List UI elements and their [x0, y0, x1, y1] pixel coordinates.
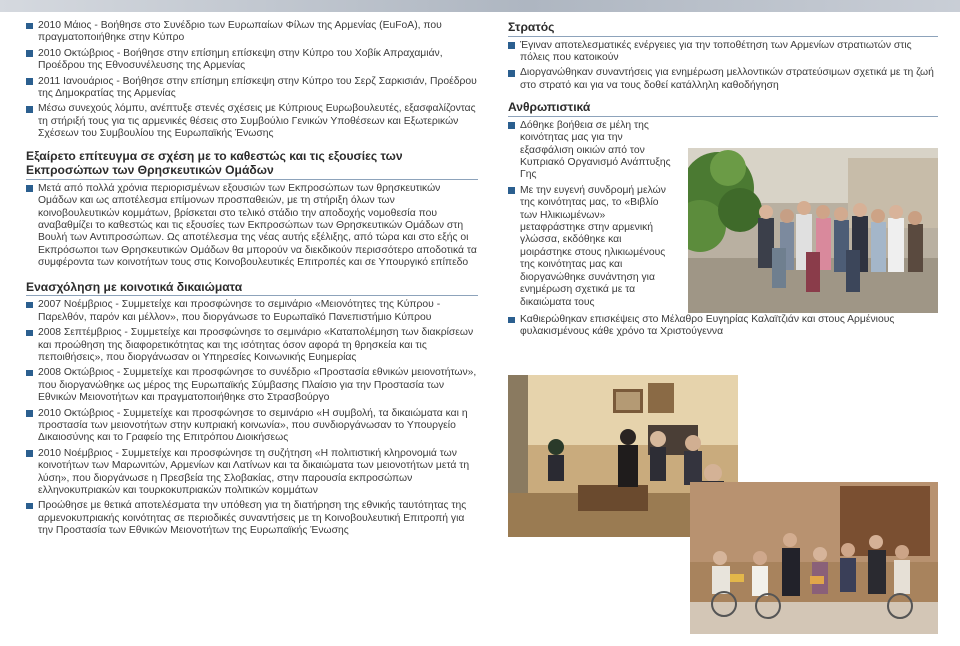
list-item: Μέσω συνεχούς λόμπυ, ανέπτυξε στενές σχέσεις με Κύπριους Ευρωβουλευτές, εξασφαλίζοντας τη στήριξή τους για τις αρμενικές θέσεις στο Συμβούλιο Γενικών Υποθέσεων και Εξωτερικών Σχέσεων του Συμβουλίου της Ευρωπαϊκής Ένωσης — [26, 103, 478, 140]
list-item: 2010 Οκτώβριος - Βοήθησε στην επίσημη επίσκεψη στην Κύπρο του Χοβίκ Απραχαμιάν, Προέδρου της Εθνοσυνέλευσης της Αρμενίας — [26, 48, 478, 73]
achievement-heading: Εξαίρετο επίτευγμα σε σχέση με το καθεστώς και τις εξουσίες των Εκπροσώπων των Θρησκευτικών Ομάδων — [26, 149, 478, 180]
rights-list — [26, 299, 478, 537]
list-item: Μετά από πολλά χρόνια περιορισμένων εξουσιών των Εκπροσώπων των θρησκευτικών Ομάδων και ως αποτέλεσμα επίμονων προσπαθειών, με τη στήριξη όλων των κοινοβουλευτικών κομμάτων, βρίσκεται στο τελικό στάδιο την αποδοχής νομοθεσία που αναβαθμίζει το καθεστώς και τις εξουσίες των Εκπροσώπων των Θρησκευτικών Ομάδων στη Βουλή των Αντιπροσώπων. Ως αποτέλεσμα της νέας αυτής εξέλιξης, από τώρα και στο εξής οι Εκπρόσωποι των Θρησκευτικών Ομάδων θα μπορούν να διεκδικούν περισσότερο αποδοτικά τα συμφέροντα των κοινοτήτων τους στις Κοινοβουλευτικές Επιτροπές και σε Υπουργικό επίπεδο — [26, 183, 478, 270]
left-column — [26, 20, 478, 538]
list-item: Δόθηκε βοήθεια σε μέλη της κοινότητας μας για την εξασφάλιση οικιών από τον Κυπριακό Οργανισμό Ανάπτυξης Γης — [508, 120, 673, 182]
intro-list — [26, 20, 478, 141]
list-item: Έγιναν αποτελεσματικές ενέργειες για την τοποθέτηση των Αρμενίων στρατιωτών στις πόλεις που κατοικούν — [508, 40, 938, 65]
humanitarian-heading: Ανθρωπιστικά — [508, 100, 938, 117]
list-item: Διοργανώθηκαν συναντήσεις για ενημέρωση μελλοντικών στρατεύσιμων σχετικά με τη ζωή στο στρατό και για να τους δοθεί κατάλληλη καθοδήγηση — [508, 67, 938, 92]
list-item: 2010 Νοέμβριος - Συμμετείχε και προσφώνησε τη συζήτηση «Η πολιτιστική κληρονομιά των κοινοτήτων των Μαρωνιτών, Αρμενίων και Λατίνων και τα δικαιώματα των μειονοτήτων μετά τη λύση», που διοργάνωσε η Πρεσβεία της Σλοβακίας, στην παρουσία εκπροσώπων ελληνοκυπριακών και τουρκοκυπριακών πολιτικών κομμάτων — [26, 448, 478, 498]
list-item: 2011 Ιανουάριος - Βοήθησε στην επίσημη επίσκεψη στην Κύπρο του Σερζ Σαρκισιάν, Προέδρου της Δημοκρατίας της Αρμενίας — [26, 76, 478, 101]
rights-heading: Ενασχόληση με κοινοτικά δικαιώματα — [26, 280, 478, 297]
army-heading: Στρατός — [508, 20, 938, 37]
list-item: 2010 Μάιος - Βοήθησε στο Συνέδριο των Ευρωπαίων Φίλων της Αρμενίας (EuFoA), που πραγματοποιήθηκε στην Κύπρο — [26, 20, 478, 45]
elderly-home-photo — [690, 482, 938, 634]
list-item: 2007 Νοέμβριος - Συμμετείχε και προσφώνησε το σεμινάριο «Μειονότητες της Κύπρου - Παρελθόν, παρόν και μέλλον», που διοργάνωσε το Ευρωπαϊκό Πανεπιστήμιο Κύπρου — [26, 299, 478, 324]
top-band — [0, 0, 960, 12]
group-outdoor-photo — [688, 148, 938, 313]
list-item: Προώθησε με θετικά αποτελέσματα την υπόθεση για τη διατήρηση της εθνικής ταυτότητας της αρμενοκυπριακής κοινότητας σε περιοδικές συναντήσεις με τη Κοινοβουλευτική Επιτροπή για την Προστασία των Εθνικών Μειονοτήτων της Ευρωπαϊκής Ένωσης — [26, 500, 478, 537]
list-item: Με την ευγενή συνδρομή μελών της κοινότητας μας, το «Βιβλίο των Ηλικιωμένων» μεταφράστηκε στην αρμενική γλώσσα, εκδόθηκε και μοιράστηκε στους ηλικιωμένους της κοινότητας μας και διοργανώθηκε συνάντηση για ενημέρωση σχετικά με τα δικαιώματα τους — [508, 185, 673, 309]
list-item: Καθιερώθηκαν επισκέψεις στο Μέλαθρο Ευγηρίας Καλαϊτζιάν και στους Αρμένιους φυλακισμένους κάθε χρόνο τα Χριστούγεννα — [508, 314, 938, 339]
army-list — [508, 40, 938, 93]
list-item: 2008 Σεπτέμβριος - Συμμετείχε και προσφώνησε το σεμινάριο «Καταπολέμηση των διακρίσεων και προώθηση της διαφορετικότητας και της ισότητας όσον αφορά τη θρησκεία και τις πεποιθήσεις», που διοργάνωσαν οι Υπηρεσίες Κοινωνικής Ευημερίας — [26, 327, 478, 364]
list-item: 2008 Οκτώβριος - Συμμετείχε και προσφώνησε το συνέδριο «Προστασία εθνικών μειονοτήτων», που διοργανώθηκε ως μέρος της Ευρωπαϊκής Σύμβασης Πλαίσιο για την Προστασία των Εθνικών Μειονοτήτων και πραγματοποιήθηκε στο Στρασβούργο — [26, 367, 478, 404]
achievement-list — [26, 183, 478, 270]
list-item: 2010 Οκτώβριος - Συμμετείχε και προσφώνησε το σεμινάριο «Η συμβολή, τα δικαιώματα και η προστασία των μειονοτήτων στην κυπριακή κοινωνία», που συνδιοργάνωσαν το Υπουργείο Δικαιοσύνης και το Γραφείο της Επιτρόπου Διοικήσεως — [26, 408, 478, 445]
